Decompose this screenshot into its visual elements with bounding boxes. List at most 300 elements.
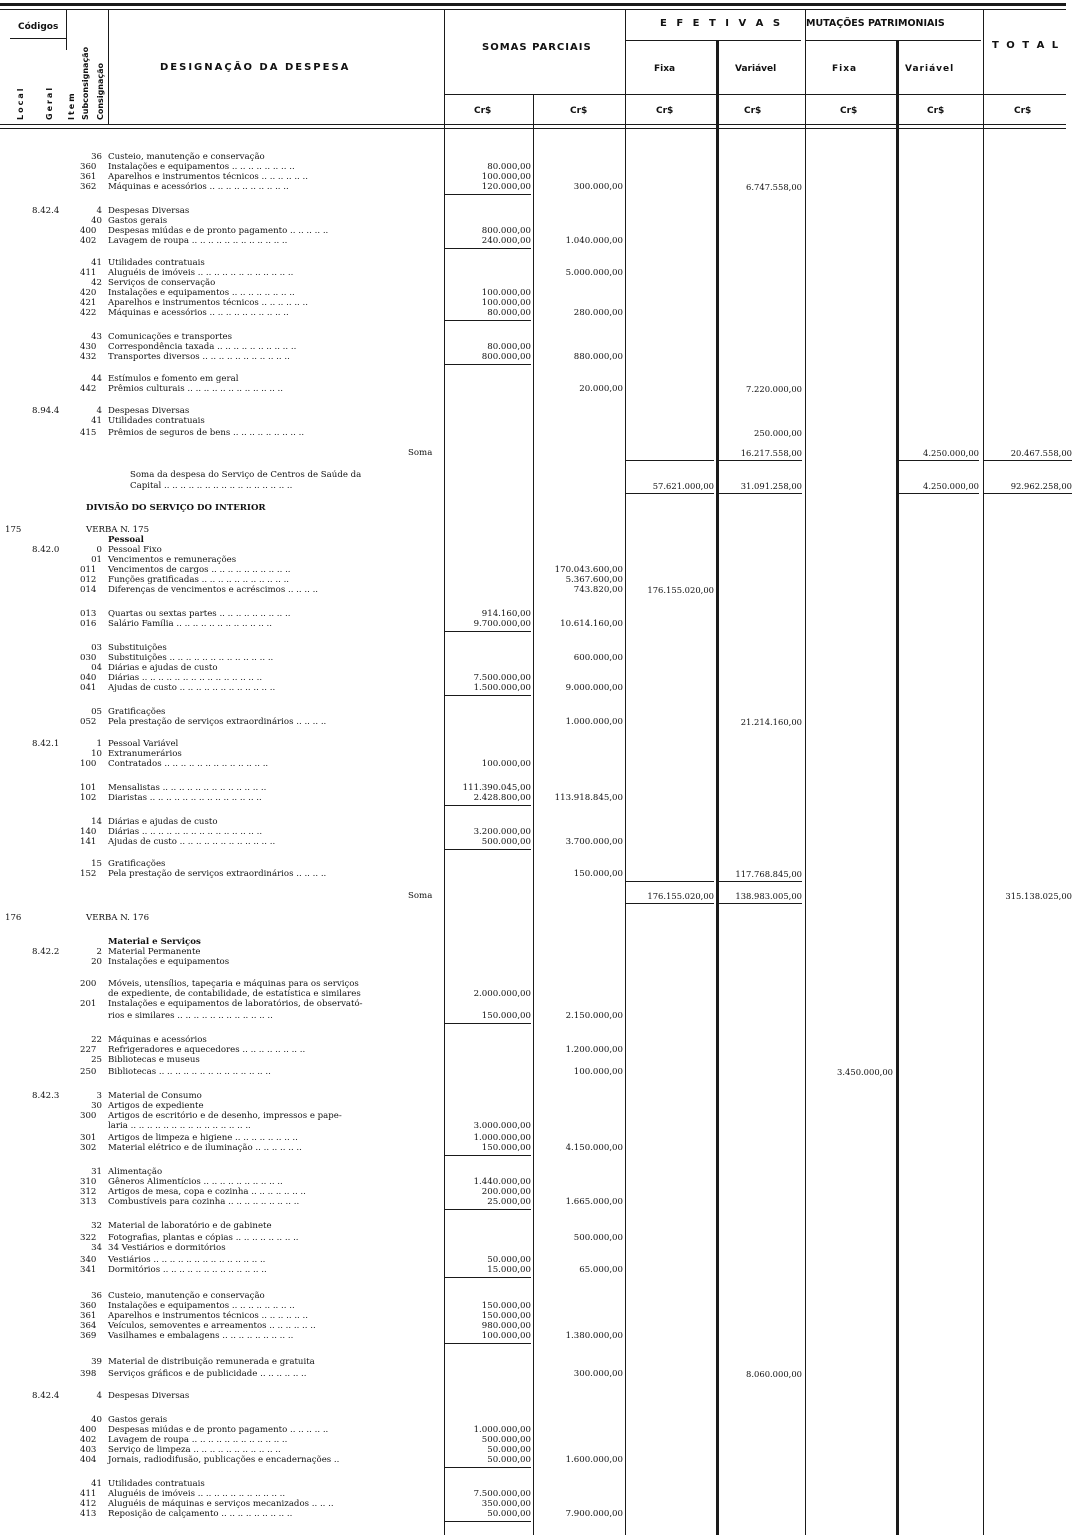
row-item-code: 364	[80, 1321, 97, 1331]
row-description: Bibliotecas e museus	[108, 1055, 200, 1065]
row-item-code: 040	[80, 673, 97, 683]
row-item-code: 140	[80, 827, 97, 837]
row-item-code: 402	[80, 1435, 97, 1445]
amount-s1: 200.000,00	[481, 1187, 531, 1197]
row-item-code: 14	[91, 817, 102, 827]
amount-ev: 16.217.558,00	[740, 448, 802, 458]
subtotal-rule	[445, 695, 531, 696]
row-item-code: 20	[91, 957, 102, 967]
row-item-code: 4	[96, 206, 102, 216]
row-description: Extranumerários	[108, 749, 182, 759]
row-description: Material Permanente	[108, 947, 201, 957]
row-item-code: 31	[91, 1167, 102, 1177]
row-description: Fotografias, plantas e cópias .. .. .. .. .. .. .. ..	[108, 1233, 299, 1243]
amount-ev: 250.000,00	[754, 428, 802, 438]
row-description: Substituições	[108, 643, 167, 653]
row-description: Alimentação	[108, 1167, 163, 1177]
row-item-code: 013	[80, 609, 97, 619]
amount-tot: 92.962.258,00	[1010, 481, 1072, 491]
subtotal-rule	[898, 493, 979, 494]
code-col-local: Local	[16, 86, 25, 120]
row-description: VERBA N. 175	[86, 525, 150, 535]
row-description: Dormitórios .. .. .. .. .. .. .. .. .. .. .. .. ..	[108, 1265, 267, 1275]
amount-tot: 20.467.558,00	[1010, 448, 1072, 458]
row-local-code: 8.42.4	[32, 1391, 60, 1401]
row-description: Utilidades contratuais	[108, 258, 205, 268]
amount-s2: 65.000,00	[579, 1265, 623, 1275]
row-item-code: 432	[80, 352, 97, 362]
amount-s2: 5.367.600,00	[565, 575, 623, 585]
row-description: Funções gratificadas .. .. .. .. .. .. .. .. .. .. ..	[108, 575, 290, 585]
amount-ef: 176.155.020,00	[647, 891, 714, 901]
row-local-code: 175	[5, 525, 22, 535]
row-item-code: 40	[91, 1415, 102, 1425]
row-description: Instalações e equipamentos .. .. .. .. .. .. .. ..	[108, 162, 295, 172]
amount-s2: 9.000.000,00	[565, 683, 623, 693]
row-description: Ajudas de custo .. .. .. .. .. .. .. .. .. .. .. ..	[108, 683, 276, 693]
mutacoes-rule	[805, 40, 981, 41]
amount-s1: 25.000,00	[487, 1197, 531, 1207]
subtotal-rule	[445, 320, 531, 321]
row-item-code: 011	[80, 565, 97, 575]
subtotal-rule	[445, 364, 531, 365]
amount-s2: 4.150.000,00	[565, 1143, 623, 1153]
row-item-code: 341	[80, 1265, 97, 1275]
currency-label: Cr$	[1014, 106, 1032, 116]
amount-s2: 2.150.000,00	[565, 1011, 623, 1021]
amount-s1: 980.000,00	[481, 1321, 531, 1331]
currency-label: Cr$	[927, 106, 945, 116]
row-description: Gêneros Alimentícios .. .. .. .. .. .. .. .. .. ..	[108, 1177, 283, 1187]
row-item-code: 301	[80, 1133, 97, 1143]
row-item-code: 01	[91, 555, 102, 565]
currency-label: Cr$	[656, 106, 674, 116]
row-description: Gastos gerais	[108, 216, 168, 226]
row-description: Utilidades contratuais	[108, 1479, 205, 1489]
row-description: Artigos de expediente	[108, 1101, 204, 1111]
row-item-code: 322	[80, 1233, 97, 1243]
amount-ev: 21.214.160,00	[740, 717, 802, 727]
row-local-code: 8.42.4	[32, 206, 60, 216]
row-description: Comunicações e transportes	[108, 332, 233, 342]
amount-s1: 800.000,00	[481, 352, 531, 362]
row-item-code: 34	[91, 1243, 102, 1253]
subtotal-rule	[984, 460, 1072, 461]
amount-s1: 1.440.000,00	[473, 1177, 531, 1187]
row-description: Instalações e equipamentos .. .. .. .. .. .. .. ..	[108, 288, 295, 298]
row-item-code: 0	[96, 545, 102, 555]
row-description: Pessoal Variável	[108, 739, 179, 749]
amount-s2: 113.918.845,00	[554, 793, 623, 803]
row-description: Diárias .. .. .. .. .. .. .. .. .. .. .. .. .. .. ..	[108, 673, 263, 683]
row-item-code: 369	[80, 1331, 97, 1341]
row-item-code: 016	[80, 619, 97, 629]
row-description: Material de Consumo	[108, 1091, 202, 1101]
row-item-code: 10	[91, 749, 102, 759]
amount-s1: 100.000,00	[481, 172, 531, 182]
row-item-code: 22	[91, 1035, 102, 1045]
row-item-code: 201	[80, 999, 97, 1009]
row-description: Instalações e equipamentos	[108, 957, 230, 967]
row-item-code: 012	[80, 575, 97, 585]
row-description: Custeio, manutenção e conservação	[108, 152, 265, 162]
amount-s1: 80.000,00	[487, 162, 531, 172]
amount-s1: 111.390.045,00	[462, 783, 531, 793]
row-item-code: 041	[80, 683, 97, 693]
amount-s1: 7.500.000,00	[473, 1489, 531, 1499]
amount-ev: 6.747.558,00	[746, 182, 802, 192]
row-description: Artigos de mesa, copa e cozinha .. .. .. .. .. .. ..	[108, 1187, 306, 1197]
row-item-code: 2	[96, 947, 102, 957]
amount-s1: 150.000,00	[481, 1301, 531, 1311]
row-description: Estímulos e fomento em geral	[108, 374, 239, 384]
row-item-code: 398	[80, 1369, 97, 1379]
mutacoes-fixa-header: Fixa	[832, 64, 858, 74]
row-description: Vencimentos de cargos .. .. .. .. .. .. .. .. .. ..	[108, 565, 291, 575]
row-description: Reposição de calçamento .. .. .. .. .. .. .. .. ..	[108, 1509, 293, 1519]
row-item-code: 3	[96, 1091, 102, 1101]
row-item-code: 360	[80, 1301, 97, 1311]
amount-s1: 150.000,00	[481, 1311, 531, 1321]
amount-s2: 600.000,00	[573, 653, 623, 663]
row-description: Combustíveis para cozinha .. .. .. .. .. .. .. .. ..	[108, 1197, 300, 1207]
subtotal-rule	[718, 881, 802, 882]
designacao-header: DESIGNAÇÃO DA DESPESA	[160, 62, 351, 73]
row-description: Prêmios culturais .. .. .. .. .. .. .. .. .. .. .. ..	[108, 384, 284, 394]
subtotal-rule	[626, 493, 714, 494]
row-item-code: 412	[80, 1499, 97, 1509]
subtotal-rule	[445, 1467, 531, 1468]
amount-s2: 7.900.000,00	[565, 1509, 623, 1519]
amount-ev: 8.060.000,00	[746, 1369, 802, 1379]
row-description: Custeio, manutenção e conservação	[108, 1291, 265, 1301]
mutacoes-mid-rule	[896, 40, 899, 1535]
amount-s2: 880.000,00	[573, 352, 623, 362]
row-item-code: 361	[80, 172, 97, 182]
row-description: Máquinas e acessórios .. .. .. .. .. .. .. .. .. ..	[108, 182, 289, 192]
row-item-code: 362	[80, 182, 97, 192]
subtotal-rule	[445, 1521, 531, 1522]
amount-ev: 31.091.258,00	[740, 481, 802, 491]
currency-rule	[444, 94, 1066, 95]
amount-mf: 3.450.000,00	[837, 1067, 893, 1077]
efetivas-mid-rule	[716, 40, 719, 1535]
row-item-code: 152	[80, 869, 97, 879]
row-description: Serviços de conservação	[108, 278, 216, 288]
row-description: Máquinas e acessórios .. .. .. .. .. .. .. .. .. ..	[108, 308, 289, 318]
row-description: DIVISÃO DO SERVIÇO DO INTERIOR	[86, 503, 266, 513]
amount-s1: 50.000,00	[487, 1455, 531, 1465]
row-description: Material elétrico e de iluminação .. .. .. .. .. ..	[108, 1143, 302, 1153]
amount-s2: 500.000,00	[573, 1233, 623, 1243]
row-item-code: 100	[80, 759, 97, 769]
row-item-code: 36	[91, 1291, 102, 1301]
row-description: Vasilhames e embalagens .. .. .. .. .. .. .. .. ..	[108, 1331, 294, 1341]
row-item-code: 421	[80, 298, 97, 308]
amount-s1: 500.000,00	[481, 1435, 531, 1445]
subtotal-rule	[445, 631, 531, 632]
row-description: Despesas Diversas	[108, 1391, 190, 1401]
row-item-code: 141	[80, 837, 97, 847]
row-item-code: 102	[80, 793, 97, 803]
row-description: Serviços gráficos e de publicidade .. .. .. .. .. ..	[108, 1369, 307, 1379]
row-description: Material de distribuição remunerada e gratuita	[108, 1357, 315, 1367]
top-rule-thin	[0, 9, 1066, 10]
row-description: Quartas ou sextas partes .. .. .. .. .. .. .. .. ..	[108, 609, 291, 619]
amount-s2: 5.000.000,00	[565, 268, 623, 278]
row-item-code: 03	[91, 643, 102, 653]
row-description: Utilidades contratuais	[108, 416, 205, 426]
row-item-code: 44	[91, 374, 102, 384]
row-item-code: 05	[91, 707, 102, 717]
row-description: laria .. .. .. .. .. .. .. .. .. .. .. .. .. .. ..	[108, 1121, 251, 1131]
amount-s1: 2.428.800,00	[473, 793, 531, 803]
efetivas-header: E F E T I V A S	[660, 18, 784, 29]
row-description: rios e similares .. .. .. .. .. .. .. .. .. .. .. ..	[108, 1011, 273, 1021]
row-item-code: 361	[80, 1311, 97, 1321]
efetivas-fixa-header: Fixa	[654, 64, 676, 74]
row-description: Correspondência taxada .. .. .. .. .. .. .. .. .. ..	[108, 342, 297, 352]
row-item-code: 413	[80, 1509, 97, 1519]
subtotal-rule	[718, 460, 802, 461]
subtotal-rule	[984, 493, 1072, 494]
row-description: Máquinas e acessórios	[108, 1035, 207, 1045]
amount-mv: 4.250.000,00	[923, 448, 979, 458]
row-item-code: 402	[80, 236, 97, 246]
row-description: Aparelhos e instrumentos técnicos .. .. .. .. .. ..	[108, 172, 308, 182]
row-description: Lavagem de roupa .. .. .. .. .. .. .. .. .. .. .. ..	[108, 1435, 288, 1445]
row-item-code: 313	[80, 1197, 97, 1207]
row-item-code: 40	[91, 216, 102, 226]
amount-s1: 50.000,00	[487, 1255, 531, 1265]
soma-label: Soma	[408, 891, 433, 901]
subtotal-rule	[445, 1155, 531, 1156]
row-item-code: 15	[91, 859, 102, 869]
row-item-code: 4	[96, 406, 102, 416]
row-description: Veículos, semoventes e arreamentos .. .. .. .. .. ..	[108, 1321, 316, 1331]
amount-s1: 50.000,00	[487, 1509, 531, 1519]
row-item-code: 411	[80, 1489, 97, 1499]
amount-s1: 2.000.000,00	[473, 989, 531, 999]
amount-ev: 7.220.000,00	[746, 384, 802, 394]
row-description: Diárias e ajudas de custo	[108, 817, 218, 827]
code-col-consignacao: Consignação	[96, 62, 105, 120]
amount-s2: 20.000,00	[579, 384, 623, 394]
amount-s1: 240.000,00	[481, 236, 531, 246]
mutacoes-variavel-header: Variável	[905, 64, 955, 74]
somas-parciais-header: SOMAS PARCIAIS	[482, 42, 592, 53]
amount-s2: 1.380.000,00	[565, 1331, 623, 1341]
amount-s2: 170.043.600,00	[554, 565, 623, 575]
row-item-code: 430	[80, 342, 97, 352]
amount-s1: 15.000,00	[487, 1265, 531, 1275]
row-item-code: 403	[80, 1445, 97, 1455]
row-description: Ajudas de custo .. .. .. .. .. .. .. .. .. .. .. ..	[108, 837, 276, 847]
row-description: Pessoal	[108, 535, 144, 545]
amount-s2: 1.665.000,00	[565, 1197, 623, 1207]
row-description: 34 Vestiários e dormitórios	[108, 1243, 226, 1253]
row-item-code: 312	[80, 1187, 97, 1197]
amount-s1: 3.000.000,00	[473, 1121, 531, 1131]
amount-s1: 1.500.000,00	[473, 683, 531, 693]
row-description: Transportes diversos .. .. .. .. .. .. .. .. .. .. ..	[108, 352, 290, 362]
row-description: Gratificações	[108, 707, 166, 717]
row-item-code: 42	[91, 278, 102, 288]
subtotal-rule	[445, 805, 531, 806]
soma-label: Soma	[408, 448, 433, 458]
amount-s2: 300.000,00	[573, 1369, 623, 1379]
row-item-code: 39	[91, 1357, 102, 1367]
row-item-code: 310	[80, 1177, 97, 1187]
row-item-code: 25	[91, 1055, 102, 1065]
row-item-code: 014	[80, 585, 97, 595]
row-description: Diferenças de vencimentos e acréscimos .. .. .. ..	[108, 585, 319, 595]
row-item-code: 227	[80, 1045, 97, 1055]
amount-tot: 315.138.025,00	[1005, 891, 1072, 901]
row-description: Artigos de escritório e de desenho, impressos e pape-	[108, 1111, 342, 1121]
amount-s2: 100.000,00	[573, 1067, 623, 1077]
row-description: Serviço de limpeza .. .. .. .. .. .. .. .. .. .. ..	[108, 1445, 281, 1455]
amount-s2: 1.200.000,00	[565, 1045, 623, 1055]
row-local-code: 8.42.2	[32, 947, 60, 957]
amount-s1: 120.000,00	[481, 182, 531, 192]
row-description: Lavagem de roupa .. .. .. .. .. .. .. .. .. .. .. ..	[108, 236, 288, 246]
subtotal-rule	[718, 903, 802, 904]
row-description: Vencimentos e remunerações	[108, 555, 237, 565]
subtotal-rule	[445, 1277, 531, 1278]
subtotal-rule	[445, 849, 531, 850]
amount-s1: 1.000.000,00	[473, 1425, 531, 1435]
row-item-code: 422	[80, 308, 97, 318]
somas-left-rule	[444, 10, 445, 1535]
amount-ef: 176.155.020,00	[647, 585, 714, 595]
amount-s2: 1.600.000,00	[565, 1455, 623, 1465]
code-col-rule	[66, 10, 67, 50]
subtotal-rule	[898, 460, 979, 461]
amount-ev: 138.983.005,00	[735, 891, 802, 901]
row-local-code: 8.94.4	[32, 406, 60, 416]
row-item-code: 30	[91, 1101, 102, 1111]
amount-s1: 100.000,00	[481, 288, 531, 298]
row-item-code: 302	[80, 1143, 97, 1153]
row-description: Aparelhos e instrumentos técnicos .. .. .. .. .. ..	[108, 1311, 308, 1321]
row-description: Despesas Diversas	[108, 206, 190, 216]
row-item-code: 340	[80, 1255, 97, 1265]
row-description: Diárias e ajudas de custo	[108, 663, 218, 673]
efetivas-rule	[625, 40, 801, 41]
amount-s1: 80.000,00	[487, 342, 531, 352]
efetivas-left-rule	[625, 10, 626, 1535]
mutacoes-left-rule	[805, 10, 806, 1535]
amount-s1: 350.000,00	[481, 1499, 531, 1509]
currency-label: Cr$	[744, 106, 762, 116]
row-local-code: 176	[5, 913, 22, 923]
row-local-code: 8.42.3	[32, 1091, 60, 1101]
row-item-code: 36	[91, 152, 102, 162]
row-description: Aparelhos e instrumentos técnicos .. .. .. .. .. ..	[108, 298, 308, 308]
amount-s1: 80.000,00	[487, 308, 531, 318]
amount-s2: 1.000.000,00	[565, 717, 623, 727]
row-description: Despesas miúdas e de pronto pagamento .. .. .. .. ..	[108, 1425, 329, 1435]
amount-s1: 800.000,00	[481, 226, 531, 236]
row-item-code: 41	[91, 1479, 102, 1489]
row-description: Mensalistas .. .. .. .. .. .. .. .. .. .. .. .. ..	[108, 783, 267, 793]
subtotal-rule	[445, 1023, 531, 1024]
subtotal-rule	[626, 460, 714, 461]
row-description: Pessoal Fixo	[108, 545, 162, 555]
row-description: de expediente, de contabilidade, de estatística e similares	[108, 989, 361, 999]
amount-s2: 3.700.000,00	[565, 837, 623, 847]
codigos-rule	[10, 38, 66, 39]
amount-ev: 117.768.845,00	[735, 869, 802, 879]
amount-s1: 914.160,00	[481, 609, 531, 619]
currency-label: Cr$	[840, 106, 858, 116]
row-item-code: 41	[91, 258, 102, 268]
amount-s1: 500.000,00	[481, 837, 531, 847]
amount-s1: 3.200.000,00	[473, 827, 531, 837]
row-description: Despesas Diversas	[108, 406, 190, 416]
amount-s2: 743.820,00	[573, 585, 623, 595]
row-item-code: 052	[80, 717, 97, 727]
row-description: Diaristas .. .. .. .. .. .. .. .. .. .. .. .. .. ..	[108, 793, 262, 803]
efetivas-variavel-header: Variável	[735, 64, 777, 74]
row-description: Diárias .. .. .. .. .. .. .. .. .. .. .. .. .. .. ..	[108, 827, 263, 837]
row-item-code: 32	[91, 1221, 102, 1231]
row-item-code: 411	[80, 268, 97, 278]
row-description: Prêmios de seguros de bens .. .. .. .. .. .. .. .. ..	[108, 428, 305, 438]
top-rule	[0, 3, 1066, 6]
row-description: Aluguéis de máquinas e serviços mecanizados .. .. ..	[108, 1499, 334, 1509]
row-description: Contratados .. .. .. .. .. .. .. .. .. .. .. .. ..	[108, 759, 269, 769]
row-description: Pela prestação de serviços extraordinários .. .. .. ..	[108, 869, 327, 879]
row-description: Gastos gerais	[108, 1415, 168, 1425]
currency-label: Cr$	[474, 106, 492, 116]
row-description: Refrigeradores e aquecedores .. .. .. .. .. .. .. ..	[108, 1045, 306, 1055]
amount-s1: 150.000,00	[481, 1143, 531, 1153]
row-item-code: 250	[80, 1067, 97, 1077]
codigos-label: Códigos	[18, 22, 59, 32]
amount-s2: 300.000,00	[573, 182, 623, 192]
row-description: Gratificações	[108, 859, 166, 869]
total-header: T O T A L	[992, 40, 1061, 51]
row-description: Soma da despesa do Serviço de Centros de Saúde da	[130, 470, 362, 480]
row-item-code: 41	[91, 416, 102, 426]
amount-s1: 7.500.000,00	[473, 673, 531, 683]
amount-s1: 150.000,00	[481, 1011, 531, 1021]
row-description: Capital .. .. .. .. .. .. .. .. .. .. .. .. .. .. .. ..	[130, 481, 293, 491]
row-item-code: 400	[80, 226, 97, 236]
row-description: Bibliotecas .. .. .. .. .. .. .. .. .. .. .. .. .. ..	[108, 1067, 271, 1077]
row-item-code: 04	[91, 663, 102, 673]
subtotal-rule	[626, 881, 714, 882]
somas-mid-rule	[533, 94, 534, 1535]
row-item-code: 43	[91, 332, 102, 342]
amount-ef: 57.621.000,00	[652, 481, 714, 491]
row-description: Instalações e equipamentos .. .. .. .. .. .. .. ..	[108, 1301, 295, 1311]
row-description: Salário Família .. .. .. .. .. .. .. .. .. .. .. ..	[108, 619, 273, 629]
row-description: Substituições .. .. .. .. .. .. .. .. .. .. .. .. ..	[108, 653, 274, 663]
row-item-code: 415	[80, 428, 97, 438]
row-local-code: 8.42.0	[32, 545, 60, 555]
total-left-rule	[983, 10, 984, 1535]
code-col-geral: Geral	[45, 85, 54, 120]
row-item-code: 030	[80, 653, 97, 663]
row-local-code: 8.42.1	[32, 739, 60, 749]
row-description: Instalações e equipamentos de laboratórios, de observató-	[108, 999, 363, 1009]
row-description: Artigos de limpeza e higiene .. .. .. .. .. .. .. ..	[108, 1133, 298, 1143]
code-col-rule	[108, 10, 109, 125]
row-description: Material de laboratório e de gabinete	[108, 1221, 272, 1231]
